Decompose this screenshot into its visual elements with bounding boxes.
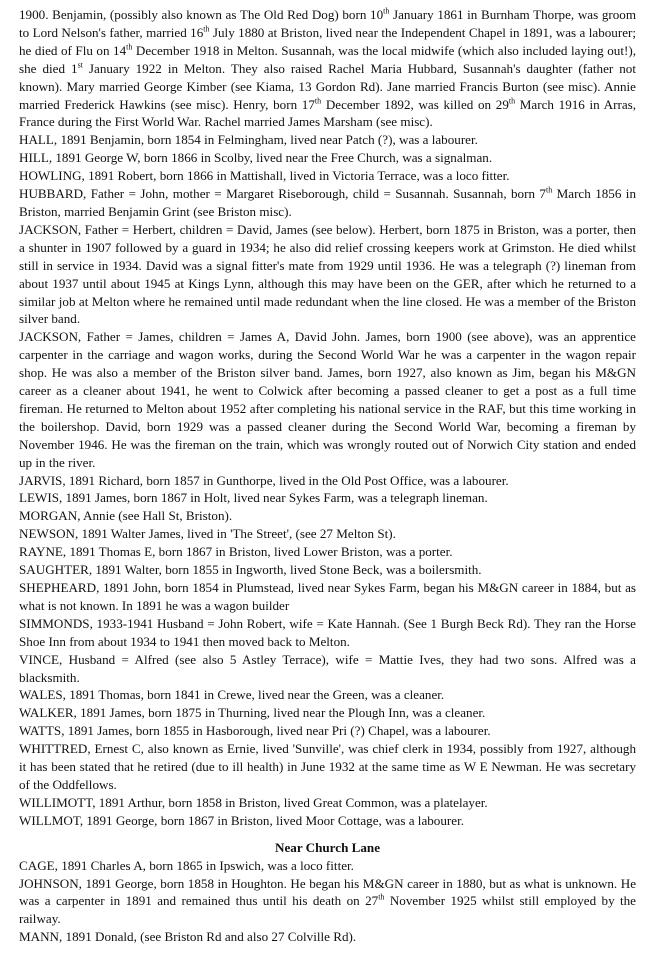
entry-whittred [19, 740, 636, 794]
entry-text: SIMMONDS, 1933-1941 Husband = John Robert, wife = Kate Hannah. (See 1 Burgh Beck Rd). They ran the Horse Shoe Inn from about 1934 to 1941 then moved back to Melton. [19, 615, 636, 649]
entry-text: NEWSON, 1891 Walter James, lived in 'The Street', (see 27 Melton St). [19, 526, 396, 542]
entry-text: LEWIS, 1891 James, born 1867 in Holt, lived near Sykes Farm, was a telegraph lineman. [19, 490, 488, 506]
entry-jackson-james [19, 328, 636, 471]
entry-text: March 1856 in Briston, married Benjamin Grint (see Briston misc). [19, 186, 636, 219]
entry-morgan [19, 507, 636, 525]
entry-text: SHEPHEARD, 1891 John, born 1854 in Plumstead, lived near Sykes Farm, began his M&GN career in 1884, but as what is not known. In 1891 he was a wagon builder [19, 580, 636, 613]
entry-text: July 1880 at Briston, lived near the Independent Chapel in 1891, was a labourer; he died of Flu on 14 [19, 24, 637, 58]
entry-text: HILL, 1891 George W, born 1866 in Scolby, lived near the Free Church, was a signalman. [19, 150, 493, 166]
entry-howling [19, 167, 636, 185]
entry-text: JACKSON, Father = Herbert, children = David, James (see below). Herbert, born 1875 in Briston, was a porter, then a shunter in 1907 followed by a guard in 1934; he also did relief crossing keepers work at Grimston. He died whilst still in service in 1934. David was a signal fitter's mate from 1929 until 1936. He was a telegraph (?) lineman from about 1937 until about 1945 at Kings Lynn, although this may have been on the GER, after which he returned to a similar job at Melton where he remained until made redundant when the line closed. He was a member of the Briston silver band. [19, 221, 636, 327]
entry-watts [19, 722, 636, 740]
entry-willmot [19, 812, 636, 830]
section-heading: Near Church Lane [275, 839, 380, 855]
entries-section [19, 6, 636, 830]
entry-text: HOWLING, 1891 Robert, born 1866 in Mattishall, lived in Victoria Terrace, was a loco fitter. [19, 168, 510, 184]
entry-text: SAUGHTER, 1891 Walter, born 1855 in Ingworth, lived Stone Beck, was a boilersmith. [19, 562, 482, 578]
entry-hill [19, 149, 636, 167]
entry-willimott [19, 794, 636, 812]
entry-wales [19, 686, 636, 704]
entry-text: December 1892, was killed on 29 [321, 96, 509, 112]
entry-text: March 1916 in Arras, France during the First World War. Rachel married James Marsham (see misc). [19, 96, 637, 130]
entry-shepheard [19, 579, 636, 615]
entry-text: November 1925 whilst still employed by the railway. [19, 893, 636, 927]
entry-jarvis [19, 472, 636, 490]
entry-text: JACKSON, Father = James, children = James A, David John. James, born 1900 (see above), was an apprentice carpenter in the carriage and wagon works, during the Second World War he was a carpenter in the wagon repair shop. He was also a member of the Briston silver band. James, born 1927, also known as Jim, began his M&GN career as a cleaner about 1941, he went to Colwick after becoming a passed cleaner to get a post as a full time fireman. He returned to Melton about 1952 after completing his national service in the RAF, but this time working in the boilershop. David, born 1929 was a passed cleaner during the Second World War, becoming a fireman by November 1946. He was the fireman on the train, which was wrongly routed out of Norwich City station and ended up in the river. [19, 329, 636, 470]
entry-jackson-herbert [19, 221, 636, 328]
entry-walker [19, 704, 636, 722]
entry-vince [19, 651, 636, 687]
entry-newson [19, 525, 636, 543]
entry-text: HALL, 1891 Benjamin, born 1854 in Felmingham, lived near Patch (?), was a labourer. [19, 132, 478, 148]
ordinal-suffix: th [126, 42, 133, 52]
entry-saughter [19, 561, 636, 579]
entry-text: RAYNE, 1891 Thomas E, born 1867 in Briston, lived Lower Briston, was a porter. [19, 544, 453, 560]
entry-text: WALKER, 1891 James, born 1875 in Thurning, lived near the Plough Inn, was a cleaner. [19, 705, 486, 721]
entry-simmonds [19, 615, 636, 651]
entry-hubbard [19, 185, 636, 221]
entry-text: JARVIS, 1891 Richard, born 1857 in Gunthorpe, lived in the Old Post Office, was a labourer. [19, 472, 509, 488]
entry-text: January 1922 in Melton. They also raised Rachel Maria Hubbard, Susannah's daughter (father not known). Mary married George Kimber (see Kiama, 13 Gordon Rd). Jane married Francis Burton (see misc). Annie married Frederick Hawkins (see misc). Henry, born 17 [19, 60, 636, 112]
entry-cage [19, 857, 636, 875]
entry-lewis [19, 489, 636, 507]
entry-text: MORGAN, Annie (see Hall St, Briston). [19, 508, 233, 524]
entry-text: MANN, 1891 Donald, (see Briston Rd and also 27 Colville Rd). [19, 929, 357, 945]
entry-grint-cont [19, 6, 636, 131]
entry-text: WILLIMOTT, 1891 Arthur, born 1858 in Briston, lived Great Common, was a platelayer. [19, 794, 488, 810]
ordinal-suffix: th [508, 96, 516, 106]
entry-text: CAGE, 1891 Charles A, born 1865 in Ipswich, was a loco fitter. [19, 857, 354, 873]
ordinal-suffix: th [383, 6, 390, 16]
entry-text: JOHNSON, 1891 George, born 1858 in Houghton. He began his M&GN career in 1880, but as what is unknown. He was a carpenter in 1891 and remained thus until his death on 27 [19, 875, 636, 909]
entry-text: WHITTRED, Ernest C, also known as Ernie, lived 'Sunville', was chief clerk in 1934, possibly from 1927, although it has been stated that he retired (due to ill health) in June 1932 at the same time as W E Newman. He was secretary of the Oddfellows. [19, 741, 636, 792]
entry-hall [19, 131, 636, 149]
entry-mann [19, 928, 636, 946]
ordinal-suffix: th [378, 893, 385, 903]
ordinal-suffix: th [545, 185, 553, 195]
ordinal-suffix: st [77, 60, 83, 70]
entry-text: WILLMOT, 1891 George, born 1867 in Briston, lived Moor Cottage, was a labourer. [19, 812, 464, 828]
entry-text: WATTS, 1891 James, born 1855 in Hasborough, lived near Pri (?) Chapel, was a labourer. [19, 723, 491, 739]
entries-section-church-lane [19, 857, 636, 947]
entry-text: HUBBARD, Father = John, mother = Margaret Riseborough, child = Susannah. Susannah, born 7 [19, 186, 546, 202]
ordinal-suffix: th [314, 96, 322, 106]
entry-text: January 1861 in Burnham Thorpe, was groom to Lord Nelson's father, married 16 [19, 7, 637, 40]
entry-rayne [19, 543, 636, 561]
entry-text: VINCE, Husband = Alfred (see also 5 Astley Terrace), wife = Mattie Ives, they had two sons. Alfred was a blacksmith. [19, 651, 636, 685]
entry-text: 1900. Benjamin, (possibly also known as The Old Red Dog) born 10 [19, 7, 384, 22]
entry-johnson [19, 875, 636, 929]
ordinal-suffix: th [203, 24, 210, 34]
entry-text: WALES, 1891 Thomas, born 1841 in Crewe, lived near the Green, was a cleaner. [19, 687, 445, 703]
entry-text: December 1918 in Melton. Susannah, was the local midwife (which also included laying out!), she died 1 [19, 42, 636, 76]
